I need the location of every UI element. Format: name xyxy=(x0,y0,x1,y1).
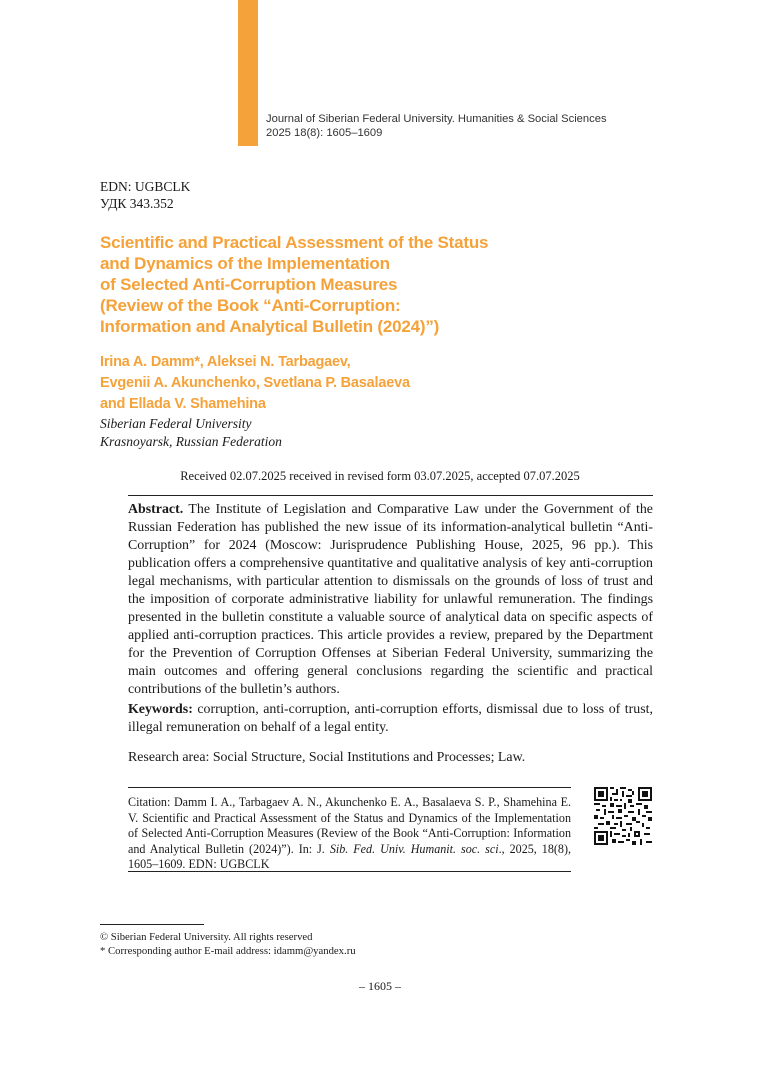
author-list xyxy=(100,352,660,415)
journal-name: Journal of Siberian Federal University. Humanities & Social Sciences xyxy=(266,113,607,125)
title-line: Information and Analytical Bulletin (2024)”) xyxy=(100,317,440,336)
qr-code-icon[interactable] xyxy=(594,787,652,845)
received-dates: Received 02.07.2025 received in revised form 03.07.2025, accepted 07.07.2025 xyxy=(180,469,580,483)
author-line: Irina A. Damm*, Aleksei N. Tarbagaev, xyxy=(100,354,351,370)
affiliation-university: Siberian Federal University xyxy=(100,416,252,431)
udk-code: УДК 343.352 xyxy=(100,196,174,211)
article-title xyxy=(100,232,660,337)
title-line: Scientific and Practical Assessment of the Status xyxy=(100,233,489,252)
abstract-label: Abstract. xyxy=(128,502,184,517)
abstract xyxy=(128,501,653,699)
title-line: (Review of the Book “Anti-Corruption: xyxy=(100,296,401,315)
citation-bottom-rule xyxy=(128,871,571,872)
footnote-rule xyxy=(100,924,204,925)
citation-journal: Sib. Fed. Univ. Humanit. soc. sci xyxy=(329,841,499,856)
edn-code: EDN: UGBCLK xyxy=(100,179,191,194)
page-number: – 1605 – xyxy=(359,979,401,993)
research-area: Research area: Social Structure, Social Institutions and Processes; Law. xyxy=(128,750,526,765)
affiliation-location: Krasnoyarsk, Russian Federation xyxy=(100,434,282,449)
copyright-note: © Siberian Federal University. All rights reserved xyxy=(100,931,313,943)
journal-issue: 2025 18(8): 1605–1609 xyxy=(266,127,383,139)
footnotes xyxy=(100,930,356,958)
corresponding-author-note: * Corresponding author E-mail address: idamm@yandex.ru xyxy=(100,945,356,957)
author-line: and Ellada V. Shamehina xyxy=(100,396,266,412)
journal-header xyxy=(266,112,607,140)
abstract-text: The Institute of Legislation and Comparative Law under the Government of the Russian Federation has published the new issue of its information-analytical bulletin “Anti-Corruption” for 2024 (Moscow: Jurisprudence Publishing House, 2025, 96 pp.). This publication offers a comprehensive quantitative and qualitative analysis of key anti-corruption legal mechanisms, with particular attention to dismissals on the grounds of loss of trust and the imposition of corporate administrative liability for unlawful remuneration. The findings presented in the bulletin constitute a valuable source of analytical data on specific aspects of applied anti-corruption practices. This article provides a review, prepared by the Department for the Prevention of Corruption Offenses at Siberian Federal University, summarizing the main outcomes and offering general conclusions regarding the scientific and practical contributions of the bulletin’s authors. xyxy=(128,502,653,697)
keywords xyxy=(128,701,653,737)
title-line: and Dynamics of the Implementation xyxy=(100,254,390,273)
article-identifiers xyxy=(100,178,190,212)
abstract-top-rule xyxy=(128,495,653,496)
author-line: Evgenii A. Akunchenko, Svetlana P. Basalaeva xyxy=(100,375,410,391)
citation-tail: ., 2025, 18(8), 1605–1609. EDN: UGBCLK xyxy=(128,841,572,871)
header-accent-bar xyxy=(238,0,258,146)
citation-top-rule xyxy=(128,787,571,788)
citation-lead: Citation: Damm I. A., Tarbagaev A. N., Akunchenko E. A., Basalaeva S. P., Shamehina E. V. Scientific and Practical Assessment of the Status and Dynamics of the Implementation of Selected Anti-Corruption Measures (Review of the Book “Anti-Corruption: Information and Analytical Bulletin (2024)”). In: J. xyxy=(128,795,571,856)
keywords-text: corruption, anti-corruption, anti-corruption efforts, dismissal due to loss of trust, illegal remuneration on behalf of a legal entity. xyxy=(128,702,653,735)
title-line: of Selected Anti-Corruption Measures xyxy=(100,275,398,294)
keywords-label: Keywords: xyxy=(128,702,193,717)
affiliation xyxy=(100,415,282,451)
citation xyxy=(128,795,571,873)
